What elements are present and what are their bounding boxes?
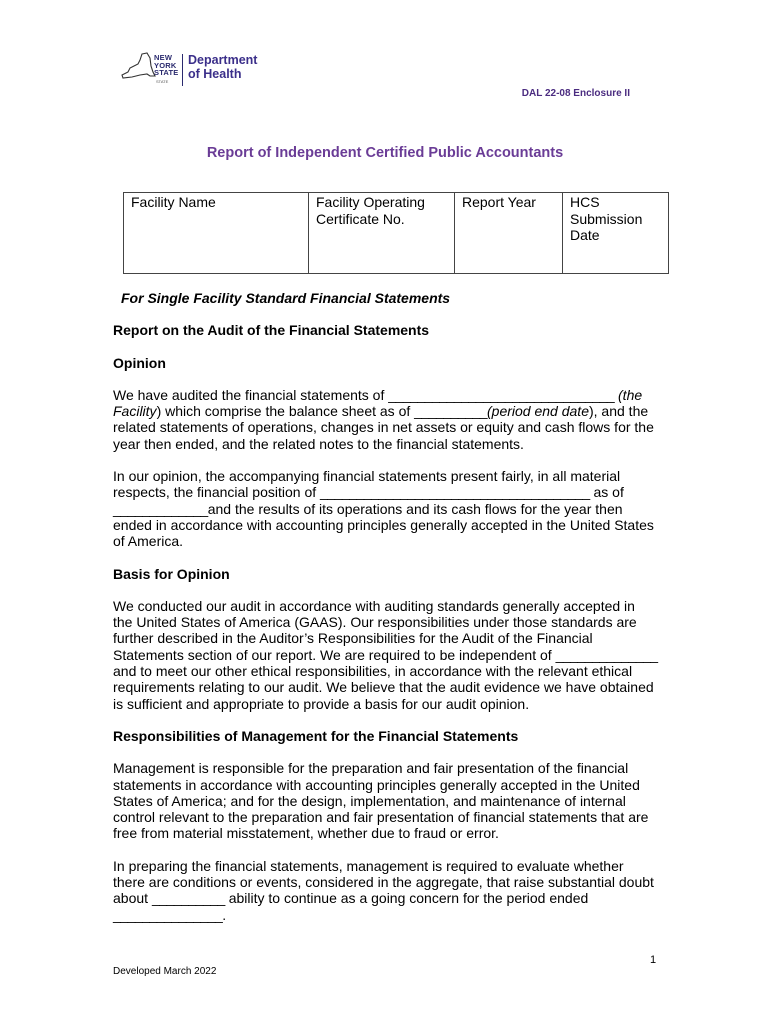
opinion-paragraph-2: In our opinion, the accompanying financial statements present fairly, in all material respects, the financial position of _____________________________________ as of _____________and the results of its operations and its cash flows for the year then ended in accordance with accounting principles generally accepted in the United States of America. — [113, 468, 654, 550]
basis-heading: Basis for Opinion — [113, 565, 230, 582]
financial-position-blank[interactable]: _____________________________________ — [320, 484, 590, 501]
independent-of-blank[interactable]: ______________ — [555, 646, 658, 663]
logo-seal: STATE — [156, 79, 169, 84]
report-year-cell[interactable]: Report Year — [455, 193, 563, 274]
document-body — [113, 290, 658, 939]
report-heading: Report on the Audit of the Financial Statements — [113, 322, 430, 339]
as-of-date-blank[interactable]: _____________ — [113, 500, 208, 517]
dal-reference: DAL 22-08 Enclosure II — [521, 88, 630, 99]
page-number: 1 — [650, 954, 657, 966]
period-end-date-blank[interactable]: __________ — [414, 403, 488, 420]
management-paragraph-2: In preparing the financial statements, management is required to evaluate whether there are conditions or events, considered in the aggregate, that raise substantial doubt about __________ ability to continue as a going concern for the period ended _______________. — [113, 857, 654, 923]
new-york-state-map-icon — [120, 52, 156, 84]
table-row — [124, 193, 669, 274]
logo-state-text: NEW YORK STATE — [154, 53, 179, 77]
management-heading: Responsibilities of Management for the Financial Statements — [113, 727, 519, 744]
report-title: Report of Independent Certified Public Accountants — [206, 145, 564, 161]
opinion-heading: Opinion — [113, 354, 166, 371]
management-paragraph-1: Management is responsible for the preparation and fair presentation of the financial statements in accordance with accounting principles generally accepted in the United States of America; and for the design, implementation, and maintenance of internal control relevant to the preparation and fair presentation of financial statements that are free from material misstatement, whether due to fraud or error. — [113, 760, 649, 842]
footer-developed: Developed March 2022 — [113, 966, 217, 977]
logo-department: Department of Health — [188, 53, 258, 81]
nys-doh-logo — [120, 50, 270, 90]
facility-blank[interactable]: _______________________________ — [388, 386, 615, 403]
hcs-submission-date-cell[interactable]: HCS Submission Date — [563, 193, 669, 274]
logo-divider — [182, 54, 183, 86]
operating-certificate-cell[interactable]: Facility Operating Certificate No. — [309, 193, 455, 274]
facility-info-table — [123, 192, 669, 274]
period-ended-blank[interactable]: _______________ — [113, 906, 223, 923]
opinion-paragraph-1: We have audited the financial statements of _______________________________ (the Facility) which comprise the balance sheet as of __________(period end date), and the related statements of operations, changes in net assets or equity and cash flows for the year then ended, and the related notes to the financial statements. — [113, 386, 654, 452]
subtitle: For Single Facility Standard Financial Statements — [121, 290, 451, 306]
basis-paragraph: We conducted our audit in accordance with auditing standards generally accepted in the United States of America (GAAS). Our responsibilities under those standards are further described in the Auditor’s Responsibilities for the Audit of the Financial Statements section of our report. We are required to be independent of ______________ and to meet our other ethical responsibilities, in accordance with the relevant ethical requirements relating to our audit. We believe that the audit evidence we have obtained is sufficient and appropriate to provide a basis for our audit opinion. — [113, 597, 658, 712]
entity-name-blank[interactable]: __________ — [151, 890, 225, 907]
facility-name-cell[interactable]: Facility Name — [124, 193, 309, 274]
